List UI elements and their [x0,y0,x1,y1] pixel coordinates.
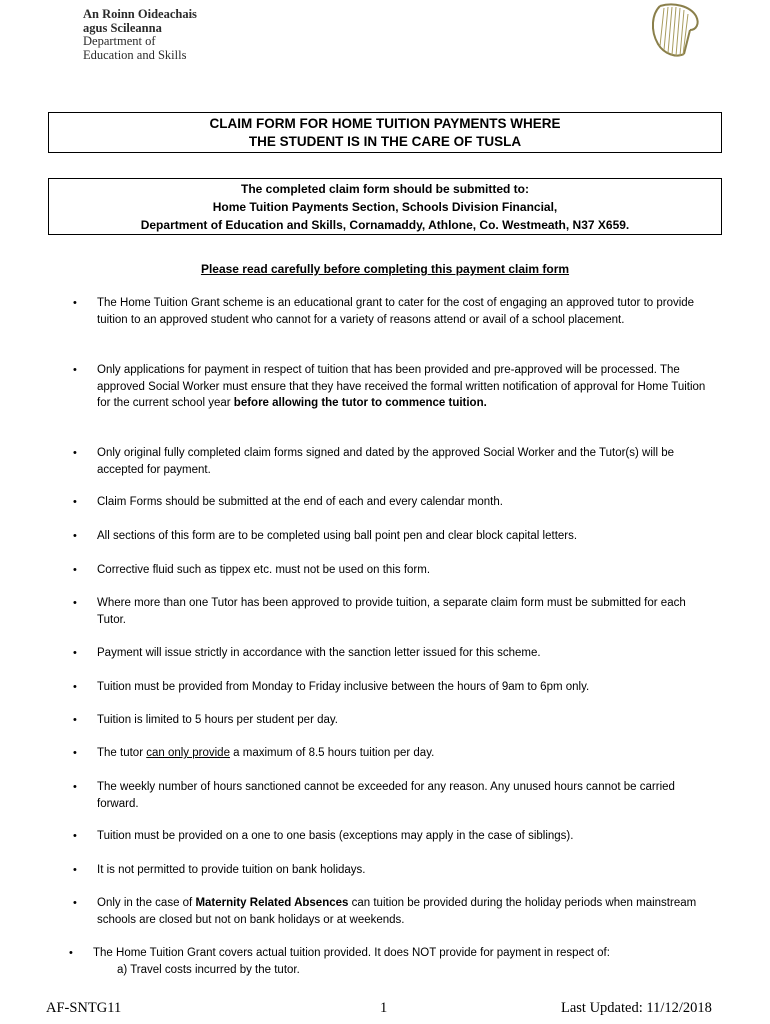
list-item [73,595,717,628]
bullet-icon: • [73,530,77,542]
list-item [73,494,717,511]
list-item-text: Claim Forms should be submitted at the end of each and every calendar month. [97,496,503,508]
harp-emblem-icon [646,0,704,60]
list-item-text: Only in the case of [97,897,196,909]
submission-section: Home Tuition Payments Section, Schools Division Financial, [212,200,558,214]
list-item-emphasis: before allowing the tutor to commence tuition. [233,397,487,409]
list-item-text: The tutor [97,747,147,759]
instructions-heading: Please read carefully before completing this payment claim form [200,262,570,276]
list-item-text: Tuition must be provided on a one to one basis (exceptions may apply in the case of siblings). [97,830,574,842]
bullet-icon: • [73,647,77,659]
bullet-icon: • [73,830,77,842]
list-item [73,712,717,729]
form-code: AF-SNTG11 [46,1000,122,1016]
page-number: 1 [380,1000,388,1016]
bullet-icon: • [73,864,77,876]
department-logo-text [83,8,197,62]
bullet-icon: • [73,364,77,376]
list-item [73,445,717,478]
bullet-icon: • [73,897,77,909]
form-title-line2: THE STUDENT IS IN THE CARE OF TUSLA [248,134,522,149]
bullet-icon: • [73,714,77,726]
org-name-english-line1: Department of [83,34,156,48]
list-item-text: Payment will issue strictly in accordance with the sanction letter issued for this scheme. [97,647,541,659]
list-item-text-end: can tuition be provided during the holiday periods when mainstream schools are closed but not on bank holidays or at weekends. [97,897,697,926]
list-item [73,779,717,812]
list-item [73,645,717,662]
list-item-text: Only applications for payment in respect of tuition that has been provided and pre-approved will be processed. The approved Social Worker must ensure that they have received the formal written notification of approval for Home Tuition for the current school year [97,364,706,409]
bullet-icon: • [73,747,77,759]
list-item-text: Tuition is limited to 5 hours per student per day. [97,714,338,726]
list-item-text: It is not permitted to provide tuition on bank holidays. [97,864,366,876]
list-item [73,679,717,696]
bullet-icon: • [73,597,77,609]
list-item [73,295,717,328]
bullet-icon: • [73,447,77,459]
last-updated: Last Updated: 11/12/2018 [561,1000,712,1016]
submission-address-box [48,178,722,235]
list-item [73,562,717,579]
list-item-text: The Home Tuition Grant scheme is an educational grant to cater for the cost of engaging an approved tutor to provide tuition to an approved student who cannot for a variety of reasons attend or avail of a school placement. [97,297,695,326]
bullet-icon: • [73,496,77,508]
list-item [73,828,717,845]
list-item-text: The Home Tuition Grant covers actual tuition provided. It does NOT provide for payment in respect of: [93,947,610,959]
bullet-icon: • [73,781,77,793]
list-item-text-end: a maximum of 8.5 hours tuition per day. [229,747,435,759]
form-title-box [48,112,722,153]
bullet-icon: • [73,564,77,576]
list-item [73,362,717,412]
bullet-icon: • [73,681,77,693]
list-item [69,945,713,962]
org-name-irish-line1: An Roinn Oideachais [83,7,197,21]
sub-list-item: a) Travel costs incurred by the tutor. [117,964,300,976]
list-item-text: Corrective fluid such as tippex etc. must not be used on this form. [97,564,431,576]
bullet-icon: • [73,297,77,309]
list-item-text: Only original fully completed claim forms signed and dated by the approved Social Worker and the Tutor(s) will be accepted for payment. [97,447,674,476]
list-item-text: The weekly number of hours sanctioned cannot be exceeded for any reason. Any unused hours cannot be carried forward. [97,781,675,810]
submission-intro: The completed claim form should be submitted to: [240,182,530,196]
list-item [73,862,717,879]
form-title-line1: CLAIM FORM FOR HOME TUITION PAYMENTS WHERE [209,116,561,131]
list-item-underlined: can only provide [146,747,230,759]
list-item-text: All sections of this form are to be completed using ball point pen and clear block capital letters. [97,530,578,542]
list-item-text: Tuition must be provided from Monday to Friday inclusive between the hours of 9am to 6pm only. [97,681,590,693]
list-item-text: Where more than one Tutor has been approved to provide tuition, a separate claim form must be submitted for each Tutor. [97,597,686,626]
org-name-irish-line2: agus Scileanna [83,20,162,35]
submission-address: Department of Education and Skills, Cornamaddy, Athlone, Co. Westmeath, N37 X659. [140,218,630,232]
bullet-icon: • [69,947,73,959]
list-item [73,745,717,762]
list-item [73,528,717,545]
list-item-emphasis: Maternity Related Absences [195,897,349,909]
list-item [73,895,717,928]
org-name-english-line2: Education and Skills [83,47,187,62]
